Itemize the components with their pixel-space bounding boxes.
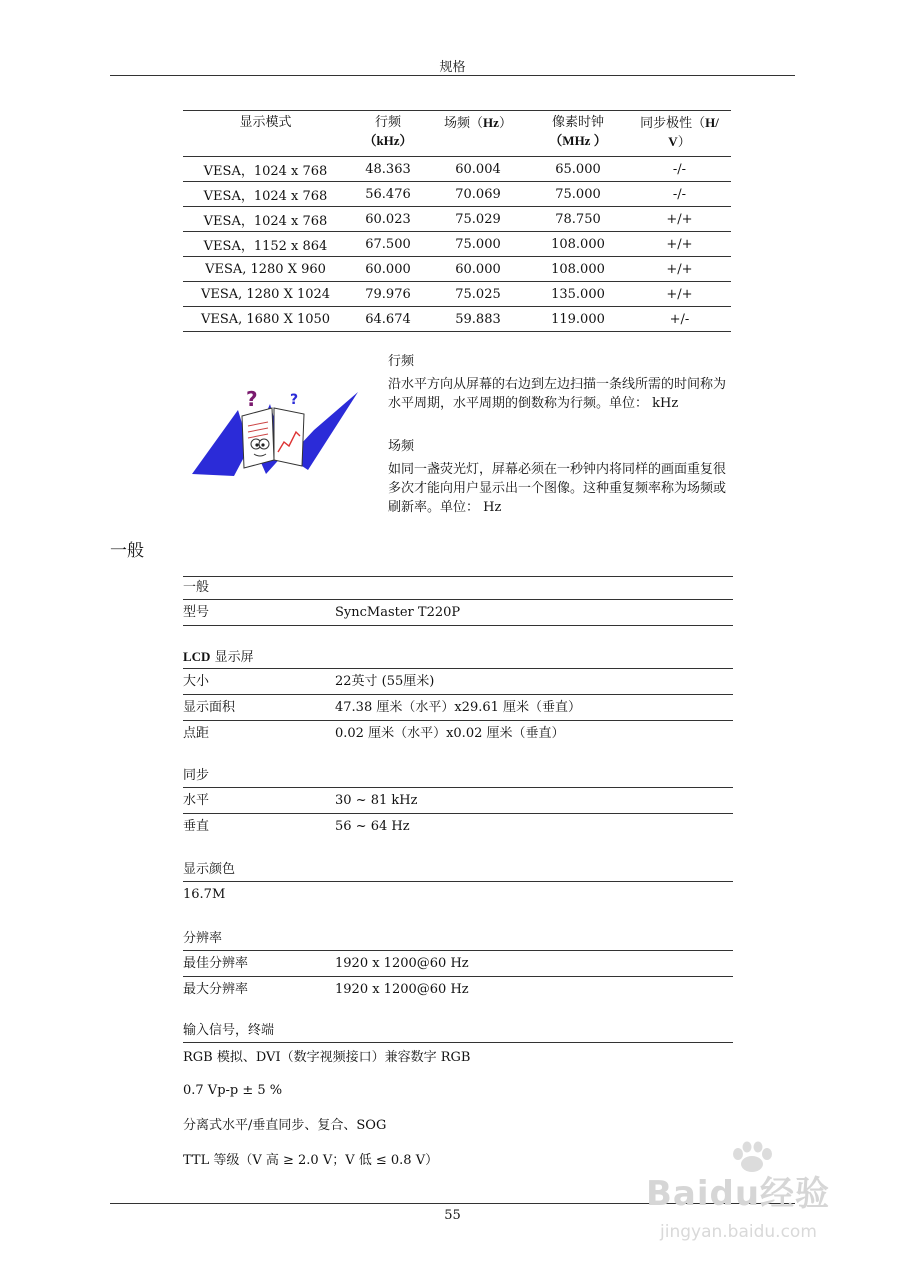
table-row (183, 232, 731, 257)
spec-value: 1920 x 1200@60 Hz (335, 982, 469, 997)
spec-row-area (183, 695, 733, 721)
cell-mode: VESA，1024 x 768 (183, 182, 348, 207)
cell-vfreq: 75.025 (428, 282, 528, 307)
spec-label: 点距 (183, 726, 210, 741)
def-text-vfreq: 如同一盏荧光灯，屏幕必须在一秒钟内将同样的画面重复很多次才能向用户显示出一个图像。这种重复频率称为场频或刷新率。单位： Hz (388, 462, 727, 515)
page-header-title: 规格 (439, 60, 466, 75)
spec-row-vertical (183, 814, 733, 839)
cell-hfreq: 60.023 (348, 207, 428, 232)
watermark-logo: Baidu经验 (646, 1174, 831, 1214)
watermark-url: jingyan.baidu.com (660, 1222, 817, 1242)
cell-hfreq: 48.363 (348, 157, 428, 182)
cell-clock: 135.000 (528, 282, 628, 307)
cell-sync: +/+ (628, 232, 731, 257)
cell-mode: VESA, 1680 X 1050 (183, 307, 348, 332)
svg-text:?: ? (290, 392, 299, 408)
header-vfreq: 场频（Hz） (428, 111, 528, 157)
def-text-hfreq: 沿水平方向从屏幕的右边到左边扫描一条线所需的时间称为水平周期，水平周期的倒数称为行频。单位： kHz (388, 377, 727, 411)
spec-label: 最大分辨率 (183, 982, 249, 997)
cell-hfreq: 67.500 (348, 232, 428, 257)
table-row (183, 157, 731, 182)
cell-hfreq: 79.976 (348, 282, 428, 307)
table-row (183, 282, 731, 307)
cell-hfreq: 64.674 (348, 307, 428, 332)
cell-clock: 108.000 (528, 257, 628, 282)
table-row (183, 182, 731, 207)
spec-input-line: TTL 等级（V 高 ≥ 2.0 V；V 低 ≤ 0.8 V） (183, 1153, 439, 1168)
cell-mode: VESA, 1280 X 1024 (183, 282, 348, 307)
spec-input-line: 0.7 Vp-p ± 5 % (183, 1083, 283, 1098)
spec-group-title: 同步 (183, 765, 733, 788)
spec-input-line: 分离式水平/垂直同步、复合、SOG (183, 1118, 387, 1133)
spec-value: 0.02 厘米（水平）x0.02 厘米（垂直） (335, 726, 565, 741)
table-row (183, 207, 731, 232)
cell-mode: VESA，1024 x 768 (183, 207, 348, 232)
spec-group-input (183, 1020, 733, 1173)
header-hfreq: 行频 （kHz） (348, 111, 428, 157)
header-clock: 像素时钟 （MHz ） (528, 111, 628, 157)
section-heading-general: 一般 (110, 541, 144, 561)
spec-label: 垂直 (183, 819, 210, 834)
spec-value: 1920 x 1200@60 Hz (335, 956, 469, 971)
cell-vfreq: 59.883 (428, 307, 528, 332)
cell-clock: 65.000 (528, 157, 628, 182)
spec-group-sync (183, 765, 733, 839)
spec-group-title: 显示颜色 (183, 859, 733, 882)
spec-value: 47.38 厘米（水平）x29.61 厘米（垂直） (335, 700, 582, 715)
spec-value: SyncMaster T220P (335, 605, 461, 620)
spec-group-color (183, 859, 733, 907)
header-divider (110, 75, 795, 76)
header-sync: 同步极性（H/ V） (628, 111, 731, 157)
spec-group-lcd (183, 646, 733, 746)
cell-sync: -/- (628, 157, 731, 182)
spec-label: 显示面积 (183, 700, 236, 715)
spec-label: 水平 (183, 793, 210, 808)
spec-value: 56 ~ 64 Hz (335, 819, 410, 834)
cell-sync: +/+ (628, 282, 731, 307)
spec-label: 型号 (183, 605, 210, 620)
cell-vfreq: 75.000 (428, 232, 528, 257)
cell-sync: +/+ (628, 207, 731, 232)
svg-text:?: ? (246, 390, 258, 411)
spec-row-pitch (183, 721, 733, 746)
spec-input-line: RGB 模拟、DVI（数字视频接口）兼容数字 RGB (183, 1050, 471, 1065)
spec-group-title: 输入信号，终端 (183, 1020, 733, 1043)
cell-clock: 78.750 (528, 207, 628, 232)
spec-row-optimal-resolution (183, 951, 733, 977)
table-row (183, 257, 731, 282)
def-term-hfreq: 行频 (388, 354, 415, 369)
cell-clock: 119.000 (528, 307, 628, 332)
cell-clock: 108.000 (528, 232, 628, 257)
spec-row-max-resolution (183, 977, 733, 1002)
spec-value: 22英寸 (55厘米) (335, 674, 435, 689)
cell-hfreq: 60.000 (348, 257, 428, 282)
cell-clock: 75.000 (528, 182, 628, 207)
spec-group-resolution (183, 928, 733, 1002)
cell-sync: +/+ (628, 257, 731, 282)
page-number: 55 (444, 1208, 461, 1223)
spec-group-general (183, 576, 733, 626)
cell-mode: VESA，1152 x 864 (183, 232, 348, 257)
cell-mode: VESA, 1280 X 960 (183, 257, 348, 282)
spec-row-horizontal (183, 788, 733, 814)
spec-value: 30 ~ 81 kHz (335, 793, 418, 808)
table-row (183, 307, 731, 332)
cell-sync: +/- (628, 307, 731, 332)
cell-vfreq: 60.004 (428, 157, 528, 182)
timing-table (183, 110, 731, 332)
spec-group-title: 分辨率 (183, 928, 733, 951)
def-term-vfreq: 场频 (388, 439, 415, 454)
cell-sync: -/- (628, 182, 731, 207)
cell-vfreq: 60.000 (428, 257, 528, 282)
book-mascot-illustration (190, 390, 360, 480)
cell-vfreq: 70.069 (428, 182, 528, 207)
spec-value-colors: 16.7M (183, 887, 226, 902)
spec-row-model (183, 600, 733, 626)
cell-mode: VESA，1024 x 768 (183, 157, 348, 182)
header-mode: 显示模式 (183, 111, 348, 157)
spec-label: 大小 (183, 674, 210, 689)
timing-header-row (183, 111, 731, 157)
spec-row-size (183, 669, 733, 695)
cell-hfreq: 56.476 (348, 182, 428, 207)
spec-group-title: LCD 显示屏 (183, 646, 733, 669)
spec-group-title: 一般 (183, 576, 733, 600)
cell-vfreq: 75.029 (428, 207, 528, 232)
spec-label: 最佳分辨率 (183, 956, 249, 971)
